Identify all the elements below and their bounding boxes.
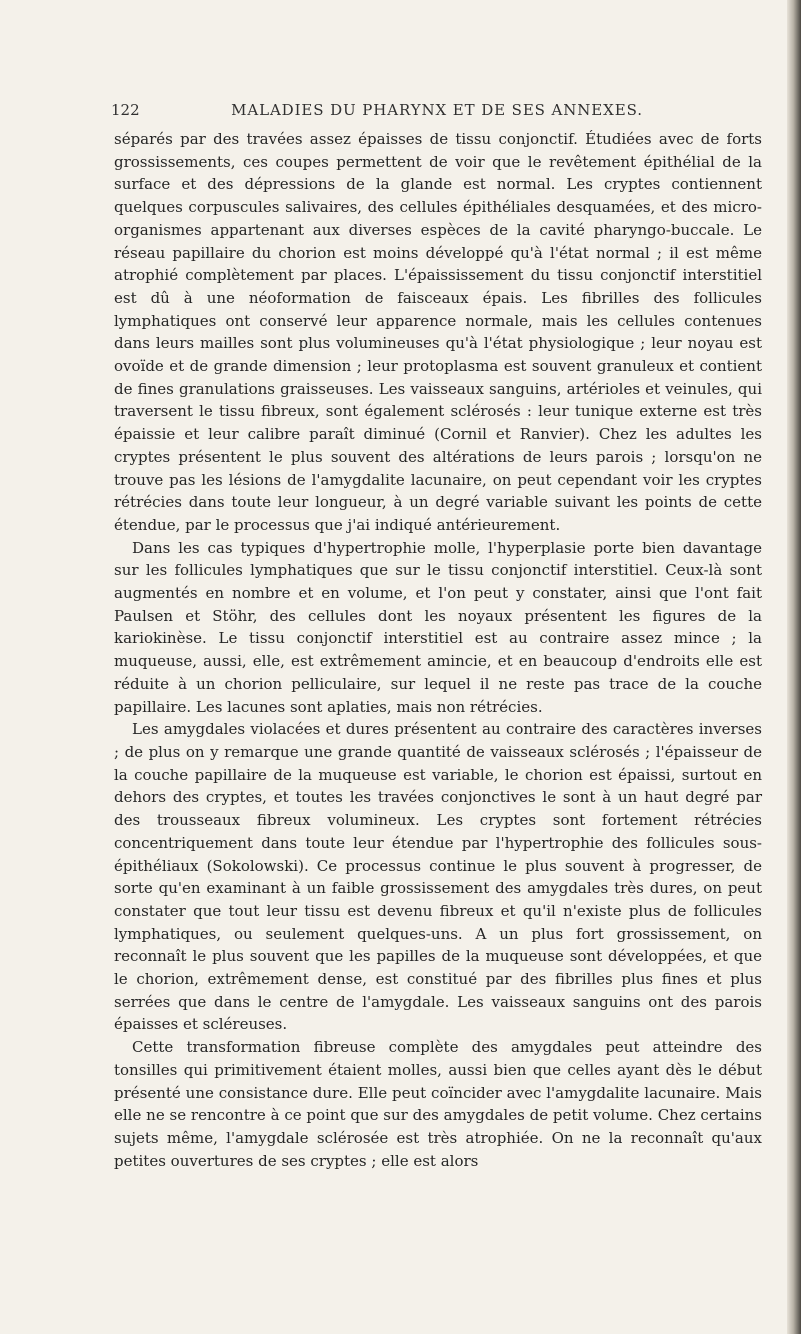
paragraph-1: séparés par des travées assez épaisses de tissu conjonctif. Étudiées avec de forts grossissements, ces coupes permettent de voir que le revêtement épithélial de la surface et des dépressions de la glande est normal. Les cryptes contiennent quelques corpuscules salivaires, des cellules épithéliales desquamées, et des micro-organismes appartenant aux diverses espèces de la cavité pharyngo-buccale. Le réseau papillaire du chorion est moins développé qu'à l'état normal ; il est même atrophié complètement par places. L'épaississement du tissu conjonctif interstitiel est dû à une néoformation de faisceaux épais. Les fibrilles des follicules lymphatiques ont conservé leur apparence normale, mais les cellules contenues dans leurs mailles sont plus volumineuses qu'à l'état physiologique ; leur noyau est ovoïde et de grande dimension ; leur protoplasma est souvent granuleux et contient de fines granulations graisseuses. Les vaisseaux sanguins, artérioles et veinules, qui traversent le tissu fibreux, sont également sclérosés : leur tunique externe est très épaissie et leur calibre paraît diminué (Cornil et Ranvier). Chez les adultes les cryptes présentent le plus souvent des altérations de leurs parois ; lorsqu'on ne trouve pas les lésions de l'amygdalite lacunaire, on peut cependant voir les cryptes rétrécies dans toute leur longueur, à un degré variable suivant les points de cette étendue, par le processus que j'ai indiqué antérieurement. bbox=[114, 130, 762, 534]
paragraph-4: Cette transformation fibreuse complète des amygdales peut atteindre des tonsilles qui primitivement étaient molles, aussi bien que celles ayant dès le début présenté une consistance dure. Elle peut coïncider avec l'amygdalite lacunaire. Mais elle ne se rencontre à ce point que sur des amygdales de petit volume. Chez certains sujets même, l'amygdale sclérosée est très atrophiée. On ne la reconnaît qu'aux petites ouvertures de ses cryptes ; elle est alors bbox=[114, 1038, 762, 1170]
paragraph-2: Dans les cas typiques d'hypertrophie molle, l'hyperplasie porte bien davantage sur les follicules lymphatiques que sur le tissu conjonctif interstitiel. Ceux-là sont augmentés en nombre et en volume, et l'on peut y constater, ainsi que l'ont fait Paulsen et Stöhr, des cellules dont les noyaux présentent les figures de la kariokinèse. Le tissu conjonctif interstitiel est au contraire assez mince ; la muqueuse, aussi, elle, est extrêmement amincie, et en beaucoup d'endroits elle est réduite à un chorion pelliculaire, sur lequel il ne reste pas trace de la couche papillaire. Les lacunes sont aplaties, mais non rétrécies. bbox=[114, 538, 762, 716]
body-text bbox=[114, 128, 762, 1172]
page-header bbox=[111, 98, 763, 122]
paragraph-3: Les amygdales violacées et dures présentent au contraire des caractères inverses ; de plus on y remarque une grande quantité de vaisseaux sclérosés ; l'épaisseur de la couche papillaire de la muqueuse est variable, le chorion est épaissi, surtout en dehors des cryptes, et toutes les travées conjonctives le sont à un haut degré par des trousseaux fibreux volumineux. Les cryptes sont fortement rétrécies concentriquement dans toute leur étendue par l'hypertrophie des follicules sous-épithéliaux (Sokolowski). Ce processus continue le plus souvent à progresser, de sorte qu'en examinant à un faible grossissement des amygdales très dures, on peut constater que tout leur tissu est devenu fibreux et qu'il n'existe plus de follicules lymphatiques, ou seulement quelques-uns. A un plus fort grossissement, on reconnaît le plus souvent que les papilles de la muqueuse sont développées, et que le chorion, extrêmement dense, est constitué par des fibrilles plus fines et plus serrées que dans le centre de l'amygdale. Les vaisseaux sanguins ont des parois épaisses et scléreuses. bbox=[114, 720, 762, 1034]
page-number: 122 bbox=[111, 101, 140, 119]
page-edge-shadow bbox=[787, 0, 801, 1334]
running-title: MALADIES DU PHARYNX ET DE SES ANNEXES. bbox=[231, 101, 643, 119]
